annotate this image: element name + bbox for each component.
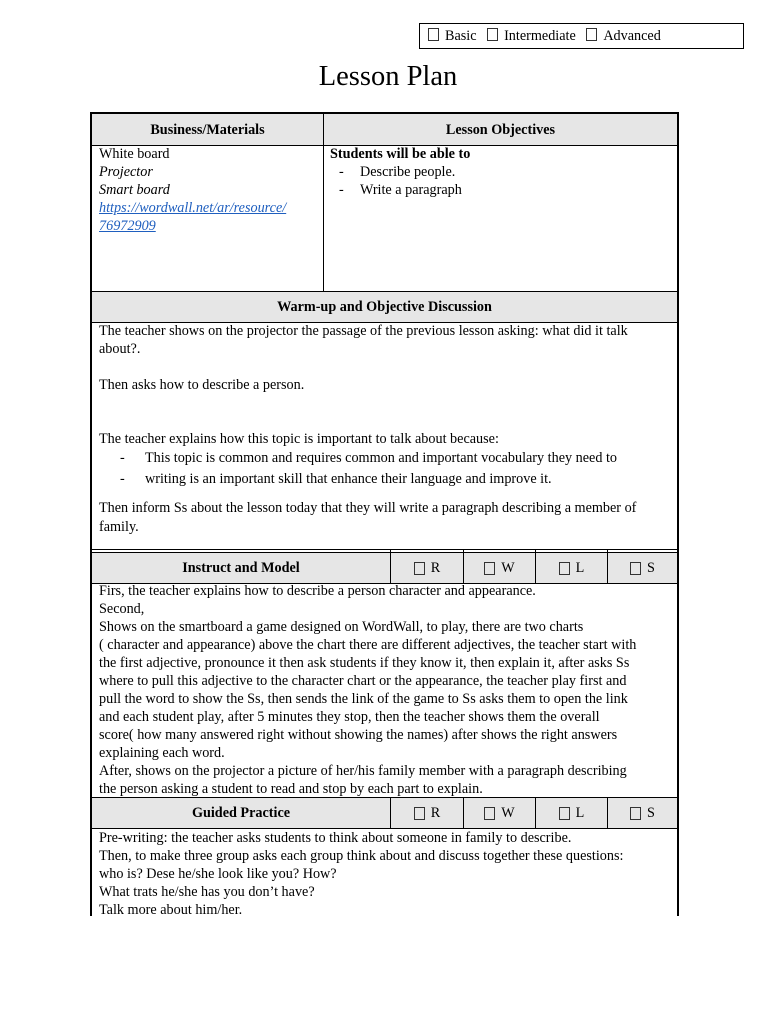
instruct-text: score( how many answered right without showing the names) after shows the right answers bbox=[99, 727, 618, 743]
materials-header: Business/Materials bbox=[150, 121, 265, 138]
instruct-text: Second, bbox=[99, 601, 145, 617]
instruct-header: Instruct and Model bbox=[182, 560, 300, 576]
warmup-text: The teacher shows on the projector the passage of the previous lesson asking: what did it talk bbox=[99, 323, 628, 339]
skill-speaking[interactable]: S bbox=[608, 553, 677, 583]
material-item: White board bbox=[99, 146, 170, 162]
warmup-closing: family. bbox=[99, 519, 139, 535]
skill-reading[interactable]: R bbox=[391, 798, 463, 828]
column-divider bbox=[535, 798, 536, 828]
material-item: Projector bbox=[99, 164, 153, 180]
instruct-cell bbox=[99, 582, 669, 798]
warmup-closing: Then inform Ss about the lesson today that they will write a paragraph describing a member of bbox=[99, 500, 637, 516]
skill-listening[interactable]: L bbox=[536, 798, 607, 828]
page-title: Lesson Plan bbox=[318, 61, 458, 92]
guided-header-row bbox=[92, 798, 677, 829]
instruct-text: pull the word to show the Ss, then sends the link of the game to Ss asks them to open the link bbox=[99, 691, 628, 707]
warmup-text: about?. bbox=[99, 341, 141, 357]
objective-item: - Describe people. bbox=[339, 164, 456, 180]
level-option-intermediate[interactable]: Intermediate bbox=[487, 28, 576, 44]
column-divider bbox=[607, 550, 608, 584]
materials-objectives-header-row bbox=[92, 114, 677, 146]
level-option-advanced[interactable]: Advanced bbox=[586, 28, 661, 44]
instruct-text: ( character and appearance) above the chart there are different adjectives, the teacher start with bbox=[99, 637, 637, 653]
instruct-text: where to pull this adjective to the character chart or the appearance, the teacher play first and bbox=[99, 673, 627, 689]
skill-listening[interactable]: L bbox=[536, 553, 607, 583]
column-divider bbox=[390, 798, 391, 828]
column-divider bbox=[535, 550, 536, 584]
instruct-text: the person asking a student to read and stop by each part to explain. bbox=[99, 781, 483, 797]
instruct-header-row bbox=[92, 553, 677, 584]
column-divider bbox=[463, 550, 464, 584]
resource-link[interactable]: https://wordwall.net/ar/resource/ bbox=[99, 200, 287, 216]
instruct-text: and each student play, after 5 minutes they stop, then the teacher shows them the overall bbox=[99, 709, 600, 725]
objectives-header: Lesson Objectives bbox=[445, 121, 556, 138]
warmup-header-row bbox=[92, 292, 677, 323]
objectives-cell bbox=[330, 145, 669, 199]
objective-item: - Write a paragraph bbox=[339, 182, 462, 198]
lesson-plan-table bbox=[90, 112, 679, 916]
objectives-intro: Students will be able to bbox=[330, 146, 471, 162]
checkbox-icon bbox=[428, 28, 439, 41]
materials-cell bbox=[99, 145, 321, 235]
checkbox-icon bbox=[630, 562, 641, 575]
instruct-text: After, shows on the projector a picture of her/his family member with a paragraph describing bbox=[99, 763, 627, 779]
checkbox-icon bbox=[414, 562, 425, 575]
guided-text: Pre-writing: the teacher asks students to think about someone in family to describe. bbox=[99, 830, 572, 846]
checkbox-icon bbox=[559, 562, 570, 575]
guided-text: What trats he/she has you don’t have? bbox=[99, 884, 315, 900]
skill-reading[interactable]: R bbox=[391, 553, 463, 583]
column-divider bbox=[390, 550, 391, 584]
checkbox-icon bbox=[559, 807, 570, 820]
warmup-text: Then asks how to describe a person. bbox=[99, 377, 305, 393]
checkbox-icon bbox=[586, 28, 597, 41]
guided-text: Talk more about him/her. bbox=[99, 902, 243, 916]
guided-header: Guided Practice bbox=[191, 805, 291, 821]
warmup-cell bbox=[99, 322, 669, 537]
column-divider bbox=[607, 798, 608, 828]
warmup-bullet: - writing is an important skill that enhance their language and improve it. bbox=[120, 471, 552, 487]
column-divider bbox=[323, 114, 324, 292]
warmup-bullet: - This topic is common and requires common and important vocabulary they need to bbox=[120, 450, 618, 466]
level-selector bbox=[419, 23, 744, 49]
instruct-text: explaining each word. bbox=[99, 745, 225, 761]
checkbox-icon bbox=[484, 807, 495, 820]
warmup-header: Warm-up and Objective Discussion bbox=[277, 299, 492, 315]
material-item: Smart board bbox=[99, 182, 170, 198]
warmup-text: The teacher explains how this topic is important to talk about because: bbox=[99, 431, 499, 447]
column-divider bbox=[463, 798, 464, 828]
guided-text: Then, to make three group asks each group think about and discuss together these questions: bbox=[99, 848, 624, 864]
checkbox-icon bbox=[487, 28, 498, 41]
skill-speaking[interactable]: S bbox=[608, 798, 677, 828]
resource-link[interactable]: 76972909 bbox=[99, 218, 156, 234]
checkbox-icon bbox=[414, 807, 425, 820]
guided-cell bbox=[99, 829, 669, 916]
skill-writing[interactable]: W bbox=[464, 798, 535, 828]
level-option-basic[interactable]: Basic bbox=[428, 28, 477, 44]
instruct-text: the first adjective, pronounce it then ask students if they know it, then explain it, after asks Ss bbox=[99, 655, 630, 671]
instruct-text: Shows on the smartboard a game designed on WordWall, to play, there are two charts bbox=[99, 619, 584, 635]
guided-text: who is? Dese he/she look like you? How? bbox=[99, 866, 337, 882]
checkbox-icon bbox=[484, 562, 495, 575]
instruct-text: Firs, the teacher explains how to describe a person character and appearance. bbox=[99, 583, 536, 599]
skill-writing[interactable]: W bbox=[464, 553, 535, 583]
checkbox-icon bbox=[630, 807, 641, 820]
